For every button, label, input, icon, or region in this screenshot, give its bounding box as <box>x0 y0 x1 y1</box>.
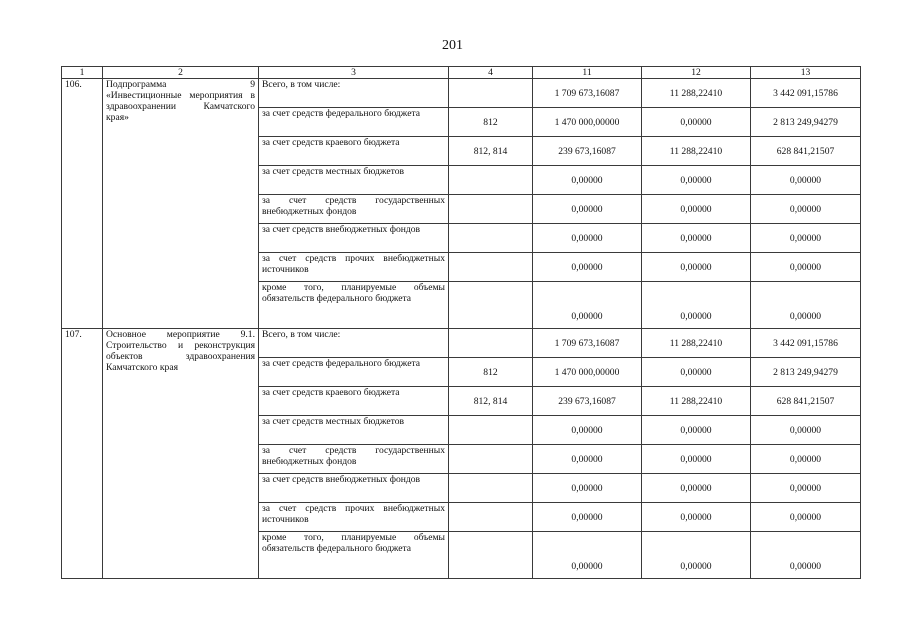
funding-source: за счет средств краевого бюджета <box>259 137 449 166</box>
row-number: 106. <box>62 79 103 329</box>
funding-source: за счет средств внебюджетных фондов <box>259 224 449 253</box>
header-cell: 4 <box>449 67 533 79</box>
budget-code: 812 <box>449 358 533 387</box>
value-col-11: 239 673,16087 <box>533 137 642 166</box>
program-title-first-line: Подпрограмма 9 <box>106 79 255 90</box>
value-col-12: 0,00000 <box>642 445 751 474</box>
header-cell: 1 <box>62 67 103 79</box>
value-col-12: 0,00000 <box>642 532 751 579</box>
budget-code <box>449 532 533 579</box>
value-col-11: 0,00000 <box>533 195 642 224</box>
budget-code <box>449 445 533 474</box>
value-col-13: 2 813 249,94279 <box>751 358 861 387</box>
value-col-13: 628 841,21507 <box>751 137 861 166</box>
value-col-12: 0,00000 <box>642 166 751 195</box>
value-col-11: 0,00000 <box>533 253 642 282</box>
value-col-11: 0,00000 <box>533 166 642 195</box>
funding-source: кроме того, планируемые объемы обязательств федерального бюджета <box>259 532 449 579</box>
budget-code <box>449 166 533 195</box>
value-col-11: 1 470 000,00000 <box>533 358 642 387</box>
value-col-12: 0,00000 <box>642 253 751 282</box>
value-col-11: 1 470 000,00000 <box>533 108 642 137</box>
value-col-11: 0,00000 <box>533 282 642 329</box>
program-title-rest: «Инвестиционные мероприятия в здравоохранении Камчатского края» <box>106 90 255 123</box>
value-col-11: 1 709 673,16087 <box>533 79 642 108</box>
funding-source: за счет средств местных бюджетов <box>259 166 449 195</box>
budget-code <box>449 224 533 253</box>
funding-source: за счет средств краевого бюджета <box>259 387 449 416</box>
value-col-13: 3 442 091,15786 <box>751 79 861 108</box>
value-col-12: 11 288,22410 <box>642 329 751 358</box>
budget-code: 812, 814 <box>449 137 533 166</box>
budget-code <box>449 79 533 108</box>
funding-source: за счет средств прочих внебюджетных источников <box>259 503 449 532</box>
funding-source: за счет средств государственных внебюджетных фондов <box>259 445 449 474</box>
header-cell: 11 <box>533 67 642 79</box>
budget-code <box>449 329 533 358</box>
budget-code <box>449 195 533 224</box>
value-col-11: 0,00000 <box>533 532 642 579</box>
value-col-13: 0,00000 <box>751 253 861 282</box>
value-col-11: 239 673,16087 <box>533 387 642 416</box>
funding-source: Всего, в том числе: <box>259 79 449 108</box>
value-col-13: 0,00000 <box>751 166 861 195</box>
value-col-11: 0,00000 <box>533 503 642 532</box>
funding-source: Всего, в том числе: <box>259 329 449 358</box>
value-col-12: 0,00000 <box>642 416 751 445</box>
budget-code <box>449 416 533 445</box>
value-col-13: 3 442 091,15786 <box>751 329 861 358</box>
value-col-12: 11 288,22410 <box>642 387 751 416</box>
program-title <box>103 79 259 329</box>
header-cell: 2 <box>103 67 259 79</box>
value-col-11: 0,00000 <box>533 416 642 445</box>
value-col-11: 1 709 673,16087 <box>533 329 642 358</box>
budget-table <box>61 66 861 579</box>
value-col-11: 0,00000 <box>533 224 642 253</box>
budget-code <box>449 474 533 503</box>
value-col-12: 0,00000 <box>642 195 751 224</box>
value-col-12: 0,00000 <box>642 358 751 387</box>
value-col-13: 0,00000 <box>751 195 861 224</box>
value-col-13: 0,00000 <box>751 416 861 445</box>
budget-code: 812, 814 <box>449 387 533 416</box>
budget-code <box>449 503 533 532</box>
value-col-11: 0,00000 <box>533 474 642 503</box>
budget-code <box>449 282 533 329</box>
header-cell: 12 <box>642 67 751 79</box>
program-title-first-line: Основное мероприятие 9.1. <box>106 329 255 340</box>
funding-source: за счет средств внебюджетных фондов <box>259 474 449 503</box>
value-col-13: 0,00000 <box>751 474 861 503</box>
value-col-12: 0,00000 <box>642 108 751 137</box>
row-number: 107. <box>62 329 103 579</box>
value-col-12: 0,00000 <box>642 474 751 503</box>
value-col-12: 0,00000 <box>642 224 751 253</box>
value-col-13: 0,00000 <box>751 224 861 253</box>
table-row <box>62 329 861 358</box>
budget-code <box>449 253 533 282</box>
value-col-12: 0,00000 <box>642 503 751 532</box>
program-title-rest: Строительство и реконструкция объектов здравоохранения Камчатского края <box>106 340 255 373</box>
value-col-12: 11 288,22410 <box>642 137 751 166</box>
value-col-11: 0,00000 <box>533 445 642 474</box>
program-title <box>103 329 259 579</box>
funding-source: за счет средств местных бюджетов <box>259 416 449 445</box>
budget-code: 812 <box>449 108 533 137</box>
table-row <box>62 79 861 108</box>
value-col-13: 0,00000 <box>751 503 861 532</box>
funding-source: за счет средств федерального бюджета <box>259 108 449 137</box>
value-col-13: 0,00000 <box>751 445 861 474</box>
value-col-13: 0,00000 <box>751 532 861 579</box>
page-number: 201 <box>442 38 463 53</box>
header-cell: 13 <box>751 67 861 79</box>
value-col-12: 0,00000 <box>642 282 751 329</box>
header-row <box>62 67 861 79</box>
value-col-13: 0,00000 <box>751 282 861 329</box>
funding-source: за счет средств федерального бюджета <box>259 358 449 387</box>
funding-source: за счет средств прочих внебюджетных источников <box>259 253 449 282</box>
funding-source: за счет средств государственных внебюджетных фондов <box>259 195 449 224</box>
value-col-12: 11 288,22410 <box>642 79 751 108</box>
value-col-13: 628 841,21507 <box>751 387 861 416</box>
funding-source: кроме того, планируемые объемы обязательств федерального бюджета <box>259 282 449 329</box>
header-cell: 3 <box>259 67 449 79</box>
value-col-13: 2 813 249,94279 <box>751 108 861 137</box>
